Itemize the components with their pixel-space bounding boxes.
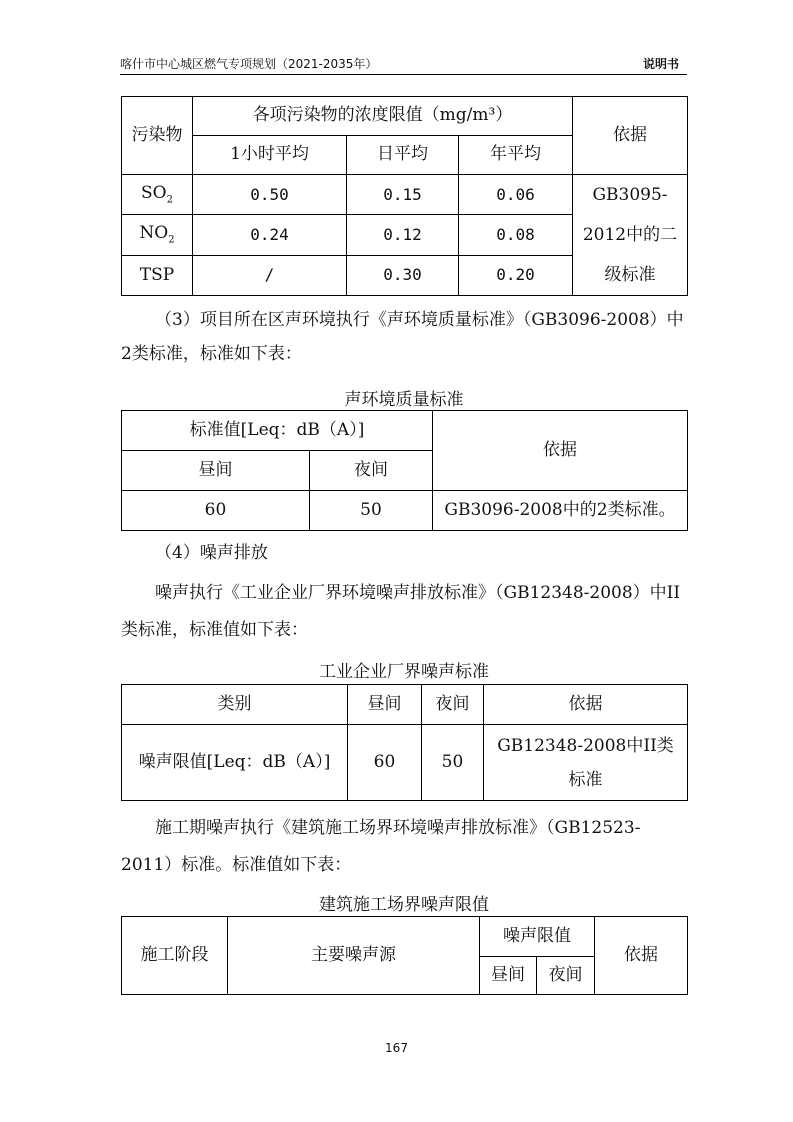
annual-value: 0.20 — [459, 255, 573, 295]
construction-noise-table — [121, 916, 688, 995]
header-hourly: 1小时平均 — [193, 136, 347, 175]
pollutant-limits-table — [121, 96, 688, 296]
table-caption-construction: 建筑施工场界噪声限值 — [319, 895, 489, 915]
header-day: 昼间 — [348, 685, 422, 725]
section-label: 说明书 — [642, 57, 679, 71]
header-basis: 依据 — [595, 917, 688, 995]
daily-value: 0.12 — [347, 215, 459, 255]
hourly-value: 0.50 — [193, 175, 347, 215]
header-noise-limit: 噪声限值 — [480, 917, 595, 957]
header-annual: 年平均 — [459, 136, 573, 175]
pollutant-name: TSP — [122, 255, 193, 295]
header-stage: 施工阶段 — [122, 917, 228, 995]
daily-value: 0.15 — [347, 175, 459, 215]
header-day: 昼间 — [480, 957, 537, 995]
day-value: 60 — [122, 491, 310, 531]
night-value: 50 — [422, 725, 484, 801]
header-type: 类别 — [122, 685, 348, 725]
table-row — [122, 175, 688, 215]
header-basis: 依据 — [484, 685, 688, 725]
header-day: 昼间 — [122, 451, 310, 491]
hourly-value: / — [193, 255, 347, 295]
acoustic-quality-table — [121, 410, 688, 531]
paragraph-noise-emission: （4）噪声排放 — [155, 543, 268, 563]
header-night: 夜间 — [422, 685, 484, 725]
basis-value: GB12348-2008中II类 标准 — [484, 725, 688, 801]
annual-value: 0.08 — [459, 215, 573, 255]
paragraph-industrial-noise: 噪声执行《工业企业厂界环境噪声排放标准》（GB12348-2008）中II类标准，标准值如下表： — [121, 583, 681, 640]
daily-value: 0.30 — [347, 255, 459, 295]
header-divider — [120, 74, 687, 75]
industrial-noise-table — [121, 684, 688, 801]
header-night: 夜间 — [537, 957, 595, 995]
page-number: 167 — [385, 1041, 408, 1055]
pollutant-name: $SO_2$ — [122, 175, 193, 215]
table-caption-acoustic: 声环境质量标准 — [344, 390, 464, 410]
basis-value: GB3096-2008中的2类标准。 — [433, 491, 688, 531]
type-value: 噪声限值[Leq：dB（A）] — [122, 725, 348, 801]
header-night: 夜间 — [310, 451, 433, 491]
hourly-value: 0.24 — [193, 215, 347, 255]
header-basis: 依据 — [573, 97, 688, 175]
header-daily: 日平均 — [347, 136, 459, 175]
header-standard-value: 标准值[Leq：dB（A）] — [122, 411, 433, 451]
day-value: 60 — [348, 725, 422, 801]
table-row — [122, 491, 688, 531]
header-noise-source: 主要噪声源 — [228, 917, 480, 995]
header-basis: 依据 — [433, 411, 688, 491]
paragraph-acoustic-standard: （3）项目所在区声环境执行《声环境质量标准》（GB3096-2008）中2类标准，标准如下表： — [121, 310, 684, 364]
table-row — [122, 725, 688, 801]
table-caption-industrial: 工业企业厂界噪声标准 — [319, 662, 489, 682]
night-value: 50 — [310, 491, 433, 531]
header-concentration-limits: 各项污染物的浓度限值（mg/m³） — [193, 97, 573, 136]
pollutant-name: $NO_2$ — [122, 215, 193, 255]
paragraph-construction-noise: 施工期噪声执行《建筑施工场界环境噪声排放标准》（GB12523-2011）标准。标准值如下表： — [121, 818, 641, 875]
page-header — [120, 55, 687, 73]
header-pollutant: 污染物 — [122, 97, 193, 175]
document-title: 喀什市中心城区燃气专项规划（2021-2035年） — [120, 57, 378, 71]
annual-value: 0.06 — [459, 175, 573, 215]
basis-cell: GB3095- 2012中的二 级标准 — [573, 175, 688, 296]
